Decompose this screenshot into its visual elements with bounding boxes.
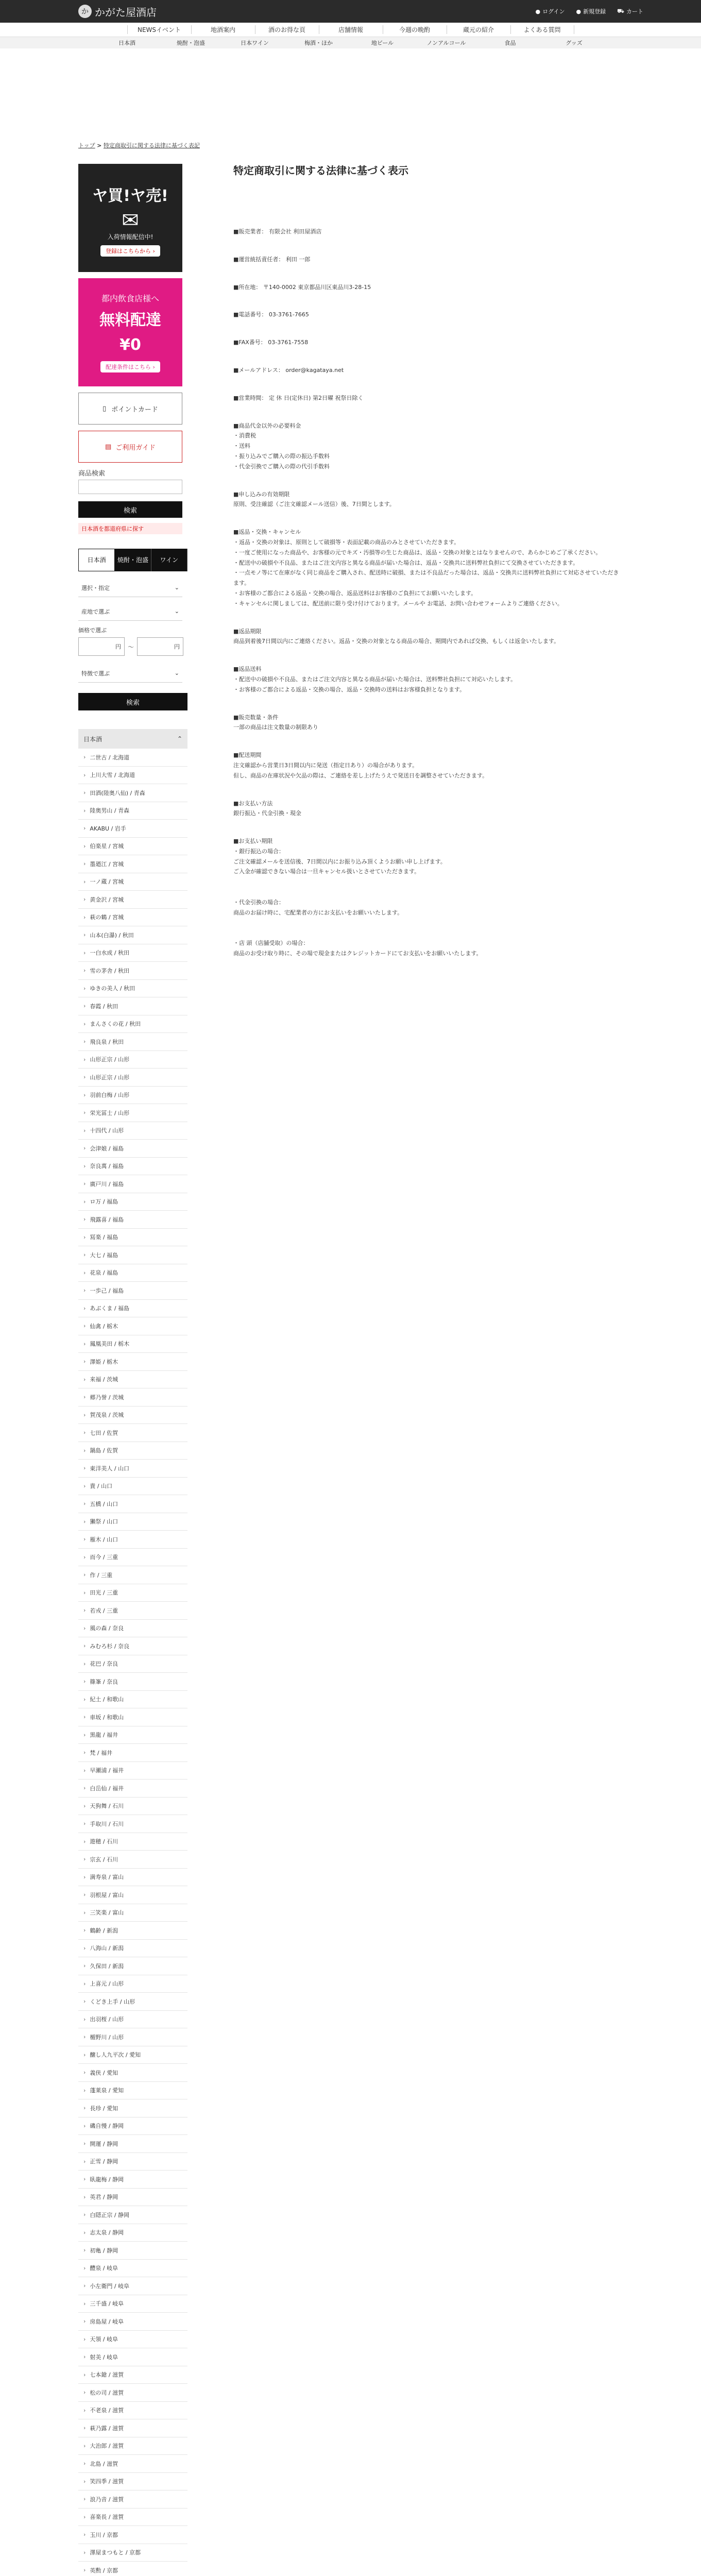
filter-select-3[interactable]: 特徴で選ぶ ⌄ [78,664,182,683]
brewer-link[interactable]: › 山本(白瀑) / 秋田 [78,926,187,944]
brewer-link[interactable]: › 陸奥男山 / 青森 [78,802,187,820]
brewer-link[interactable]: › 不老泉 / 滋賀 [78,2402,187,2420]
brewer-link[interactable]: › 義侠 / 愛知 [78,2064,187,2082]
brewer-link[interactable]: › 羽根屋 / 富山 [78,1886,187,1904]
nav-deals[interactable]: 酒のお得な頁 [255,25,319,34]
banner2-mid: 無料配達 [99,311,161,329]
section-text: ■商品代金以外の必要料金 ・消費税 ・送料 ・振り込みでご購入の際の振込手数料 ・代金引換でご購入の際の代引手数料 [233,422,330,470]
brewer-link[interactable]: › 手取川 / 石川 [78,1815,187,1833]
search-title: 商品検索 [78,470,106,478]
brewer-link[interactable]: › 黒龍 / 福井 [78,1726,187,1744]
brewer-link[interactable]: › 賀茂泉 / 茨城 [78,1406,187,1425]
brewer-link[interactable]: › 車坂 / 和歌山 [78,1708,187,1726]
page-title: 特定商取引に関する法律に基づく表示 [233,164,408,177]
brewer-link[interactable]: › 玉川 / 京都 [78,2526,187,2544]
legal-section [233,836,620,959]
brewer-link[interactable]: › 一歩己 / 福島 [78,1282,187,1300]
user-guide-button[interactable]: ▤ ご利用ガイド [78,431,182,463]
brewer-link[interactable]: › 萩乃露 / 滋賀 [78,2419,187,2437]
brewer-link[interactable]: › 北島 / 滋賀 [78,2455,187,2473]
legal-section [233,489,620,510]
brewer-link[interactable]: › 冩楽 / 福島 [78,1229,187,1247]
chevron-up-icon: ⌃ [177,735,182,742]
search-button[interactable]: 検索 [78,501,182,518]
cat-wine[interactable]: 日本ワイン [241,40,269,46]
brewer-link[interactable]: › 笑四季 / 滋賀 [78,2473,187,2491]
nav-brewers[interactable]: 蔵元の紹介 [447,25,510,34]
brewer-link[interactable]: › 仙禽 / 栃木 [78,1317,187,1335]
section-text: ■返品送料 ・配送中の破損や不良品、またはご注文内容と異なる商品が届いた場合は、送料弊社負担にて対応いたします。 ・お客様のご都合による返品・交換の場合、返品・交換時の送料はお客様負担となります。 [233,666,517,693]
brewer-link[interactable]: › 獺祭 / 山口 [78,1513,187,1531]
price-tilde: 〜 [128,643,134,651]
brewer-link[interactable]: › あぶくま / 福島 [78,1300,187,1318]
filter-select-1[interactable]: 選択・指定 ⌄ [78,579,182,597]
cat-umeshu[interactable]: 梅酒・ほか [304,40,333,46]
legal-section [233,282,620,293]
brewer-link[interactable]: › 早瀬浦 / 福井 [78,1762,187,1780]
brewer-link[interactable]: › 若戎 / 三重 [78,1602,187,1620]
cat-beer[interactable]: 地ビール [371,40,394,46]
brewer-link[interactable]: › 山形正宗 / 山形 [78,1069,187,1087]
brewer-link[interactable]: › 長珍 / 愛知 [78,2099,187,2117]
brewer-link[interactable]: › みむろ杉 / 奈良 [78,1637,187,1655]
brewer-link[interactable]: › 宗玄 / 石川 [78,1851,187,1869]
legal-section [233,750,620,781]
brewer-link[interactable]: › 磯自慢 / 静岡 [78,2117,187,2136]
tab-wine[interactable]: ワイン [151,549,187,571]
brewer-link[interactable]: › 来福 / 茨城 [78,1371,187,1389]
brewer-link[interactable]: › 廣戸川 / 福島 [78,1175,187,1193]
brewer-link[interactable]: › 正雪 / 静岡 [78,2153,187,2171]
legal-section [233,664,620,694]
legal-sections [233,227,620,959]
guide-icon: ▤ [105,443,112,451]
brewer-link[interactable]: › 紀土 / 和歌山 [78,1691,187,1709]
filter-search-button[interactable]: 検索 [78,693,187,710]
brewer-link[interactable]: › 田酒(陸奥八仙) / 青森 [78,784,187,802]
brewer-link[interactable]: › 栄光冨士 / 山形 [78,1104,187,1122]
brewer-link[interactable]: › 三千盛 / 岐阜 [78,2295,187,2313]
brewer-link[interactable]: › 春霞 / 秋田 [78,997,187,1015]
cat-goods[interactable]: グッズ [566,40,583,46]
cat-food[interactable]: 食品 [504,40,516,46]
nav-faq[interactable]: よくある質問 [510,25,574,34]
point-card-button[interactable]: ▯ ポイントカード [78,393,182,425]
banner-register-button[interactable]: 登録はこちらから › [100,245,160,257]
banner2-conditions-button[interactable]: 配達条件はこちら › [100,361,160,372]
brewer-link[interactable]: › 蓬莱泉 / 愛知 [78,2082,187,2100]
chevron-down-icon: ⌄ [174,584,179,591]
nav-store[interactable]: 店舗情報 [319,25,383,34]
main-nav [0,23,701,37]
brewer-link[interactable]: › 篠峯 / 奈良 [78,1673,187,1691]
brewer-link[interactable]: › 満寿泉 / 富山 [78,1869,187,1887]
legal-section [233,227,620,237]
legal-section [233,337,620,348]
legal-section [233,365,620,376]
mail-icon: ✉ [122,208,139,232]
brewer-link[interactable]: › まんさくの花 / 秋田 [78,1015,187,1033]
brewer-link[interactable]: › 七田 / 佐賀 [78,1424,187,1442]
filter-select-2[interactable]: 産地で選ぶ ⌄ [78,602,182,621]
brewer-link[interactable]: › 飛良泉 / 秋田 [78,1033,187,1051]
brewer-link[interactable]: › 花泉 / 福島 [78,1264,187,1282]
chevron-down-icon: ⌄ [174,670,179,676]
brewer-link[interactable]: › 而今 / 三重 [78,1549,187,1567]
brewer-link[interactable]: › 飛露喜 / 福島 [78,1211,187,1229]
phone-icon: ▯ [102,404,107,413]
register-link[interactable]: ● 新規登録 [576,8,606,15]
free-delivery-banner[interactable] [78,278,182,386]
brewer-link[interactable]: › 初亀 / 静岡 [78,2242,187,2260]
main-content [233,164,620,976]
legal-section [233,626,620,647]
breadcrumb-current[interactable]: 特定商取引に関する法律に基づく表記 [103,142,200,149]
section-text: ■運営統括責任者： 利田 一郎 [233,256,311,263]
section-text: ■メールアドレス： order@kagataya.net [233,366,344,374]
brewer-link[interactable]: › 喜楽長 / 滋賀 [78,2509,187,2527]
brewer-link[interactable]: › 天領 / 岐阜 [78,2331,187,2349]
brewer-link[interactable]: › 上喜元 / 山形 [78,1975,187,1993]
user-icon: ● [535,8,541,15]
brewer-link[interactable]: › 松の司 / 滋賀 [78,2384,187,2402]
section-text: ■配送期間 注文確認から営業日3日間以内に発送（指定日あり）の場合があります。 但し、商品の在庫状況や欠品の際は、ご連絡を差し上げたうえで発送日を調整させていただきます。 [233,752,488,779]
brewer-link[interactable]: › 会津娘 / 福島 [78,1140,187,1158]
section-text: ■返品期限 商品到着後7日間以内にご連絡ください。返品・交換の対象となる商品の場合、期間内であれば交換、もしくは返金いたします。 [233,628,560,645]
breadcrumb-home[interactable]: トップ [78,142,95,149]
section-text: ■FAX番号： 03-3761-7558 [233,339,309,346]
brewer-link[interactable]: › 上川大雪 / 北海道 [78,767,187,785]
banner2-yen: ¥0 [119,336,141,354]
brewer-link[interactable]: › 梵 / 福井 [78,1744,187,1762]
section-text: ■営業時間： 定 休 日(定休日) 第2日曜 祝祭日除く [233,394,364,401]
brewer-link[interactable]: › 五橋 / 山口 [78,1495,187,1513]
tab-sake[interactable]: 日本酒 [78,549,115,571]
keyword-input[interactable] [78,480,182,494]
brewer-link[interactable]: › ロ万 / 福島 [78,1193,187,1211]
brewer-link[interactable]: › 小左衛門 / 岐阜 [78,2277,187,2295]
brewer-link[interactable]: › 英君 / 静岡 [78,2189,187,2207]
brewer-link[interactable]: › 十四代 / 山形 [78,1122,187,1140]
brewer-link[interactable]: › 大治郎 / 滋賀 [78,2437,187,2455]
cat-sake[interactable]: 日本酒 [118,40,135,46]
legal-section [233,713,620,733]
brewer-link[interactable]: › 作 / 三重 [78,1566,187,1584]
brewer-link[interactable]: › 久保田 / 新潟 [78,1957,187,1975]
brewer-link[interactable]: › 三笑楽 / 富山 [78,1904,187,1922]
legal-section [233,255,620,265]
cart-icon: ⛟ [617,7,624,14]
brewer-link[interactable]: › AKABU / 岩手 [78,820,187,838]
brewer-link[interactable]: › 風の森 / 奈良 [78,1620,187,1638]
brewer-link[interactable]: › ゆきの美人 / 秋田 [78,980,187,998]
brewer-link[interactable]: › 雪の茅舎 / 秋田 [78,962,187,980]
price-range [78,637,187,656]
section-text: ■返品・交換・キャンセル ・返品・交換の対象は、原則として破損等・表面記載の商品のみとさせていただきます。 ・一度ご使用になった商品や、お客様の元でキズ・汚損等の生じた商品は、返品・交換の対象とはなりませんので、あらかじめご了承ください。 ・配送中の破損や不良品、またはご注文内容と異なる商品が届いた場合は、返品・交換共に送料弊社負担にて交換させていただきます。 ・一点モノ等にて在庫がなく同じ商品をご購入され、配送時に破損、または不良品だった場合は、返品・交換共に送料弊社負担にて対応させていただきます。 ・お客様のご都合による返品・交換の場合、返品送料はお客様のご負担にてお願いいたします。 ・キャンセルに関しましては、配送前に限り受け付けております。メールや お電話、お問い合わせフォームよりご連絡ください。 [233,529,619,607]
brewer-link[interactable]: › 志太泉 / 静岡 [78,2224,187,2242]
brewer-link[interactable]: › 房島屋 / 岐阜 [78,2313,187,2331]
newsletter-banner[interactable] [78,164,182,272]
brewer-link[interactable]: › 白岳仙 / 福井 [78,1780,187,1798]
brewer-link[interactable]: › 英勲 / 京都 [78,2562,187,2576]
brewer-link[interactable]: › 花巴 / 奈良 [78,1655,187,1673]
section-text: ■お支払い方法 銀行振込・代金引換・現金 [233,800,301,817]
brewer-link[interactable]: › 澤屋まつもと / 京都 [78,2544,187,2562]
nav-news[interactable]: NEWSイベント [127,25,191,34]
brewer-link[interactable]: › 山形正宗 / 山形 [78,1051,187,1069]
login-link[interactable]: ● ログイン [535,8,565,15]
legal-section [233,527,620,608]
brewer-link[interactable]: › 萩の鶴 / 宮城 [78,909,187,927]
section-text: ■販売数量・条件 一部の商品は注文数量の制限あり [233,714,318,731]
cart-link[interactable]: ⛟ カート [617,7,643,15]
section-text: ■申し込みの有効期限 原則、受注確認（ご注文確認メール送信）後、7日間とします。 [233,490,395,508]
brewer-link[interactable]: › 開運 / 静岡 [78,2135,187,2153]
brewer-link[interactable]: › 七本鎗 / 滋賀 [78,2366,187,2384]
banner-headline: ヤ買!ヤ売! [92,187,168,205]
site-logo[interactable] [78,4,157,19]
section-text: ■販売業者： 有限会社 利田屋酒店 [233,228,322,235]
price-max-input[interactable]: 円 [137,637,183,656]
brewer-link[interactable]: › 出羽桜 / 山形 [78,2011,187,2029]
tab-shochu[interactable]: 焼酎・泡盛 [115,549,151,571]
brewer-link[interactable]: › 醴泉 / 岐阜 [78,2260,187,2278]
brewer-link[interactable]: › 伯楽星 / 宮城 [78,838,187,856]
brewer-link[interactable]: › 一白水成 / 秋田 [78,944,187,962]
legal-section [233,421,620,472]
brewer-link[interactable]: › 射美 / 岐阜 [78,2348,187,2366]
brewer-link[interactable]: › 鶴齢 / 新潟 [78,1922,187,1940]
brewer-link[interactable]: › 田光 / 三重 [78,1584,187,1602]
logo-mark: か [78,5,92,18]
brewer-link[interactable]: › 大七 / 福島 [78,1246,187,1264]
brewer-link[interactable]: › 澤姫 / 栃木 [78,1353,187,1371]
category-nav [0,37,701,48]
prefecture-note[interactable]: 日本酒を都道府県に探す [78,523,182,534]
person-icon: ● [576,8,582,15]
nav-jizake[interactable]: 地酒案内 [191,25,255,34]
legal-section [233,310,620,320]
brewer-link[interactable]: › 八海山 / 新潟 [78,1940,187,1958]
legal-section [233,393,620,403]
sidebar [78,164,187,2576]
cat-shochu[interactable]: 焼酎・泡盛 [177,40,205,46]
cat-nonalcohol[interactable]: ノンアルコール [426,40,466,46]
chevron-down-icon: ⌄ [174,608,179,615]
brewer-link[interactable]: › 鍋島 / 佐賀 [78,1442,187,1460]
category-head-sake[interactable]: 日本酒 ⌃ [78,729,187,749]
breadcrumb [78,141,200,149]
brewer-link[interactable]: › 天狗舞 / 石川 [78,1798,187,1816]
breadcrumb-sep: > [97,142,102,149]
brewer-link[interactable]: › 鳳凰美田 / 栃木 [78,1335,187,1353]
brewer-link[interactable]: › 臥龍梅 / 静岡 [78,2171,187,2189]
brewer-link[interactable]: › 羽前白梅 / 山形 [78,1087,187,1105]
brewer-link[interactable]: › 黄金沢 / 宮城 [78,891,187,909]
brewer-list [78,749,187,2576]
price-min-input[interactable]: 円 [78,637,125,656]
banner2-top: 都内飲食店様へ [101,294,159,303]
brand-name: かがた屋酒店 [95,6,157,19]
brewer-link[interactable]: › 楯野川 / 山形 [78,2028,187,2046]
brewer-link[interactable]: › 二世古 / 北海道 [78,749,187,767]
brewer-link[interactable]: › 東洋美人 / 山口 [78,1460,187,1478]
brewer-link[interactable]: › 白隠正宗 / 静岡 [78,2206,187,2224]
price-label: 価格で選ぶ [78,627,107,634]
filter-tabs [78,549,187,571]
banner-sub: 入荷情報配信中! [107,233,153,241]
brewer-link[interactable]: › 貴 / 山口 [78,1478,187,1496]
legal-section [233,799,620,819]
brewer-link[interactable]: › 遊穂 / 石川 [78,1833,187,1851]
nav-weekly[interactable]: 今週の晩酌 [383,25,447,34]
section-text: ■所在地： 〒140-0002 東京都品川区東品川3-28-15 [233,283,371,291]
brewer-link[interactable]: › 浪乃音 / 滋賀 [78,2490,187,2509]
brewer-link[interactable]: › 郷乃誉 / 茨城 [78,1388,187,1406]
top-header [0,0,701,23]
brewer-link[interactable]: › くどき上手 / 山形 [78,1993,187,2011]
section-text: ■お支払い期限 ・銀行振込の場合： ご注文確認メールを送信後、7日間以内にお振り込み頂くようお願い申し上げます。 ご入金が確認できない場合は一旦キャンセル扱いとさせていただきます。 ・代金引換の場合： 商品のお届け時に、宅配業者の方にお支払いをお願いいたします。 ・店 頭（店舗受取）の場合： 商品のお受け取り時に、その場で現金またはクレジットカードにてお支払いをお願いいたします。 [233,838,482,957]
brewer-link[interactable]: › 墨廼江 / 宮城 [78,855,187,873]
brewer-link[interactable]: › 雁木 / 山口 [78,1531,187,1549]
section-text: ■電話番号： 03-3761-7665 [233,311,309,318]
brewer-link[interactable]: › 一ノ蔵 / 宮城 [78,873,187,891]
brewer-link[interactable]: › 奈良萬 / 福島 [78,1158,187,1176]
brewer-link[interactable]: › 醸し人九平次 / 愛知 [78,2046,187,2064]
